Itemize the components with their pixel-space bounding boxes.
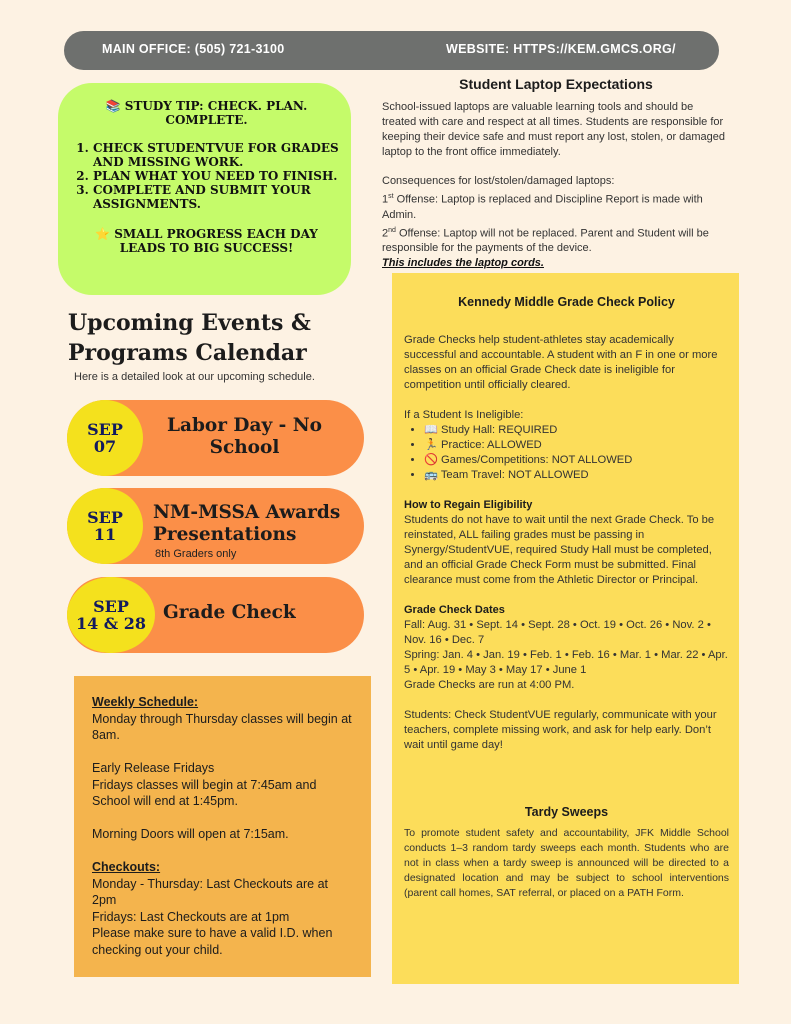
laptop-title: Student Laptop Expectations — [459, 76, 653, 92]
student-advice: Students: Check StudentVUE regularly, communicate with your teachers, complete missing work, and ask for help early. Don’t wait until game day! — [404, 709, 717, 751]
events-title: Upcoming Events & Programs Calendar — [68, 310, 311, 366]
ineligible-item: • 🚌 Team Travel: NOT ALLOWED — [424, 468, 729, 483]
event-date-badge — [67, 400, 143, 476]
fall-dates: Fall: Aug. 31 • Sept. 14 • Sept. 28 • Oct. 19 • Oct. 26 • Nov. 2 • Nov. 16 • Dec. 7 — [404, 619, 711, 646]
checkouts-note: Please make sure to have a valid I.D. when checking out your child. — [92, 926, 333, 957]
consequences-label: Consequences for lost/stolen/damaged laptops: — [382, 175, 615, 187]
early-release-title: Early Release Fridays — [92, 761, 215, 775]
morning-doors-text: Morning Doors will open at 7:15am. — [92, 827, 289, 841]
study-tip-steps — [70, 141, 343, 211]
ineligible-label: If a Student Is Ineligible: — [404, 409, 524, 421]
event-month: SEP — [87, 508, 123, 527]
grade-check-policy-box — [392, 273, 739, 984]
laptop-expectations — [382, 77, 730, 271]
main-office-phone: MAIN OFFICE: (505) 721-3100 — [102, 42, 285, 56]
event-day: 11 — [93, 525, 117, 544]
event-awards — [67, 488, 364, 564]
regain-heading: How to Regain Eligibility — [404, 499, 533, 511]
cords-note: This includes the laptop cords. — [382, 257, 544, 270]
regain-text: Students do not have to wait until the next Grade Check. To be reinstated, ALL failing grades must be passing in Synergy/StudentVUE, required Study Hall must be completed, and an official Grade Check Form must be submitted. Final clearance must come from the Athletic Director or Principal. — [404, 514, 715, 586]
policy-intro: Grade Checks help student-athletes stay academically successful and accountable. A student with an F in one or more classes on an official Grade Check date is ineligible for competition until officially cleared. — [404, 334, 718, 391]
event-date-badge — [67, 577, 155, 653]
study-tip-title: 📚 STUDY TIP: CHECK. PLAN. COMPLETE. — [105, 99, 308, 127]
early-release-text: Fridays classes will begin at 7:45am and School will end at 1:45pm. — [92, 777, 317, 808]
spring-dates: Spring: Jan. 4 • Jan. 19 • Feb. 1 • Feb. 16 • Mar. 1 • Mar. 22 • Apr. 5 • Apr. 19 • May 3 • May 17 • June 1 — [404, 649, 728, 676]
event-date-badge — [67, 488, 143, 564]
ineligible-list — [404, 423, 729, 483]
event-month: SEP — [87, 420, 123, 439]
dates-heading: Grade Check Dates — [404, 604, 505, 616]
checkouts-friday: Fridays: Last Checkouts are at 1pm — [92, 909, 290, 924]
study-tip-footer: ⭐ SMALL PROGRESS EACH DAY LEADS TO BIG SUCCESS! — [95, 227, 318, 255]
event-day: 07 — [93, 437, 117, 456]
events-subtitle: Here is a detailed look at our upcoming schedule. — [74, 371, 315, 383]
weekly-schedule-text: Monday through Thursday classes will begin at 8am. — [92, 711, 352, 742]
second-offense: 2nd Offense: Laptop will not be replaced. Parent and Student will be responsible for the payments of the device. — [382, 226, 709, 255]
first-offense: 1st Offense: Laptop is replaced and Discipline Report is made with Admin. — [382, 193, 703, 221]
event-title: NM-MSSA Awards Presentations — [153, 502, 341, 545]
event-month: SEP — [93, 597, 129, 616]
study-tip-box — [58, 83, 351, 295]
ineligible-item: • 📖 Study Hall: REQUIRED — [424, 423, 729, 438]
header-bar — [64, 31, 719, 70]
study-tip-step: 3. COMPLETE AND SUBMIT YOUR ASSIGNMENTS. — [93, 183, 343, 211]
checkouts-heading: Checkouts: — [92, 860, 161, 874]
ineligible-item: • 🏃 Practice: ALLOWED — [424, 438, 729, 453]
run-time: Grade Checks are run at 4:00 PM. — [404, 679, 575, 691]
policy-title: Kennedy Middle Grade Check Policy — [458, 295, 675, 309]
school-website: WEBSITE: HTTPS://KEM.GMCS.ORG/ — [446, 42, 676, 56]
event-labor-day — [67, 400, 364, 476]
checkouts-mon-thu: Monday - Thursday: Last Checkouts are at 2pm — [92, 876, 328, 907]
tardy-sweeps-text: To promote student safety and accountability, JFK Middle School conducts 1–3 random tardy sweeps each month. Students who are not in class when a tardy sweep is announced will be directed to a designated location and may be subject to school interventions (parent call homes, SAT referral, or placed on a PATH Form. — [404, 827, 729, 899]
study-tip-step: 2. PLAN WHAT YOU NEED TO FINISH. — [93, 169, 343, 183]
weekly-schedule-box — [74, 676, 371, 977]
event-title: Grade Check — [163, 602, 296, 623]
event-note: 8th Graders only — [155, 548, 237, 560]
laptop-intro: School-issued laptops are valuable learning tools and should be treated with care and respect at all times. Students are responsible for keeping their device safe and must report any lost, stolen, or damaged laptop to the front office immediately. — [382, 101, 726, 158]
study-tip-step: 1. CHECK STUDENTVUE FOR GRADES AND MISSING WORK. — [93, 141, 343, 169]
weekly-schedule-heading: Weekly Schedule: — [92, 695, 199, 709]
ineligible-item: • 🚫 Games/Competitions: NOT ALLOWED — [424, 453, 729, 468]
event-day: 14 & 28 — [75, 614, 147, 633]
event-title: Labor Day - No School — [166, 415, 323, 458]
tardy-sweeps-title: Tardy Sweeps — [524, 805, 609, 819]
event-grade-check — [67, 577, 364, 653]
